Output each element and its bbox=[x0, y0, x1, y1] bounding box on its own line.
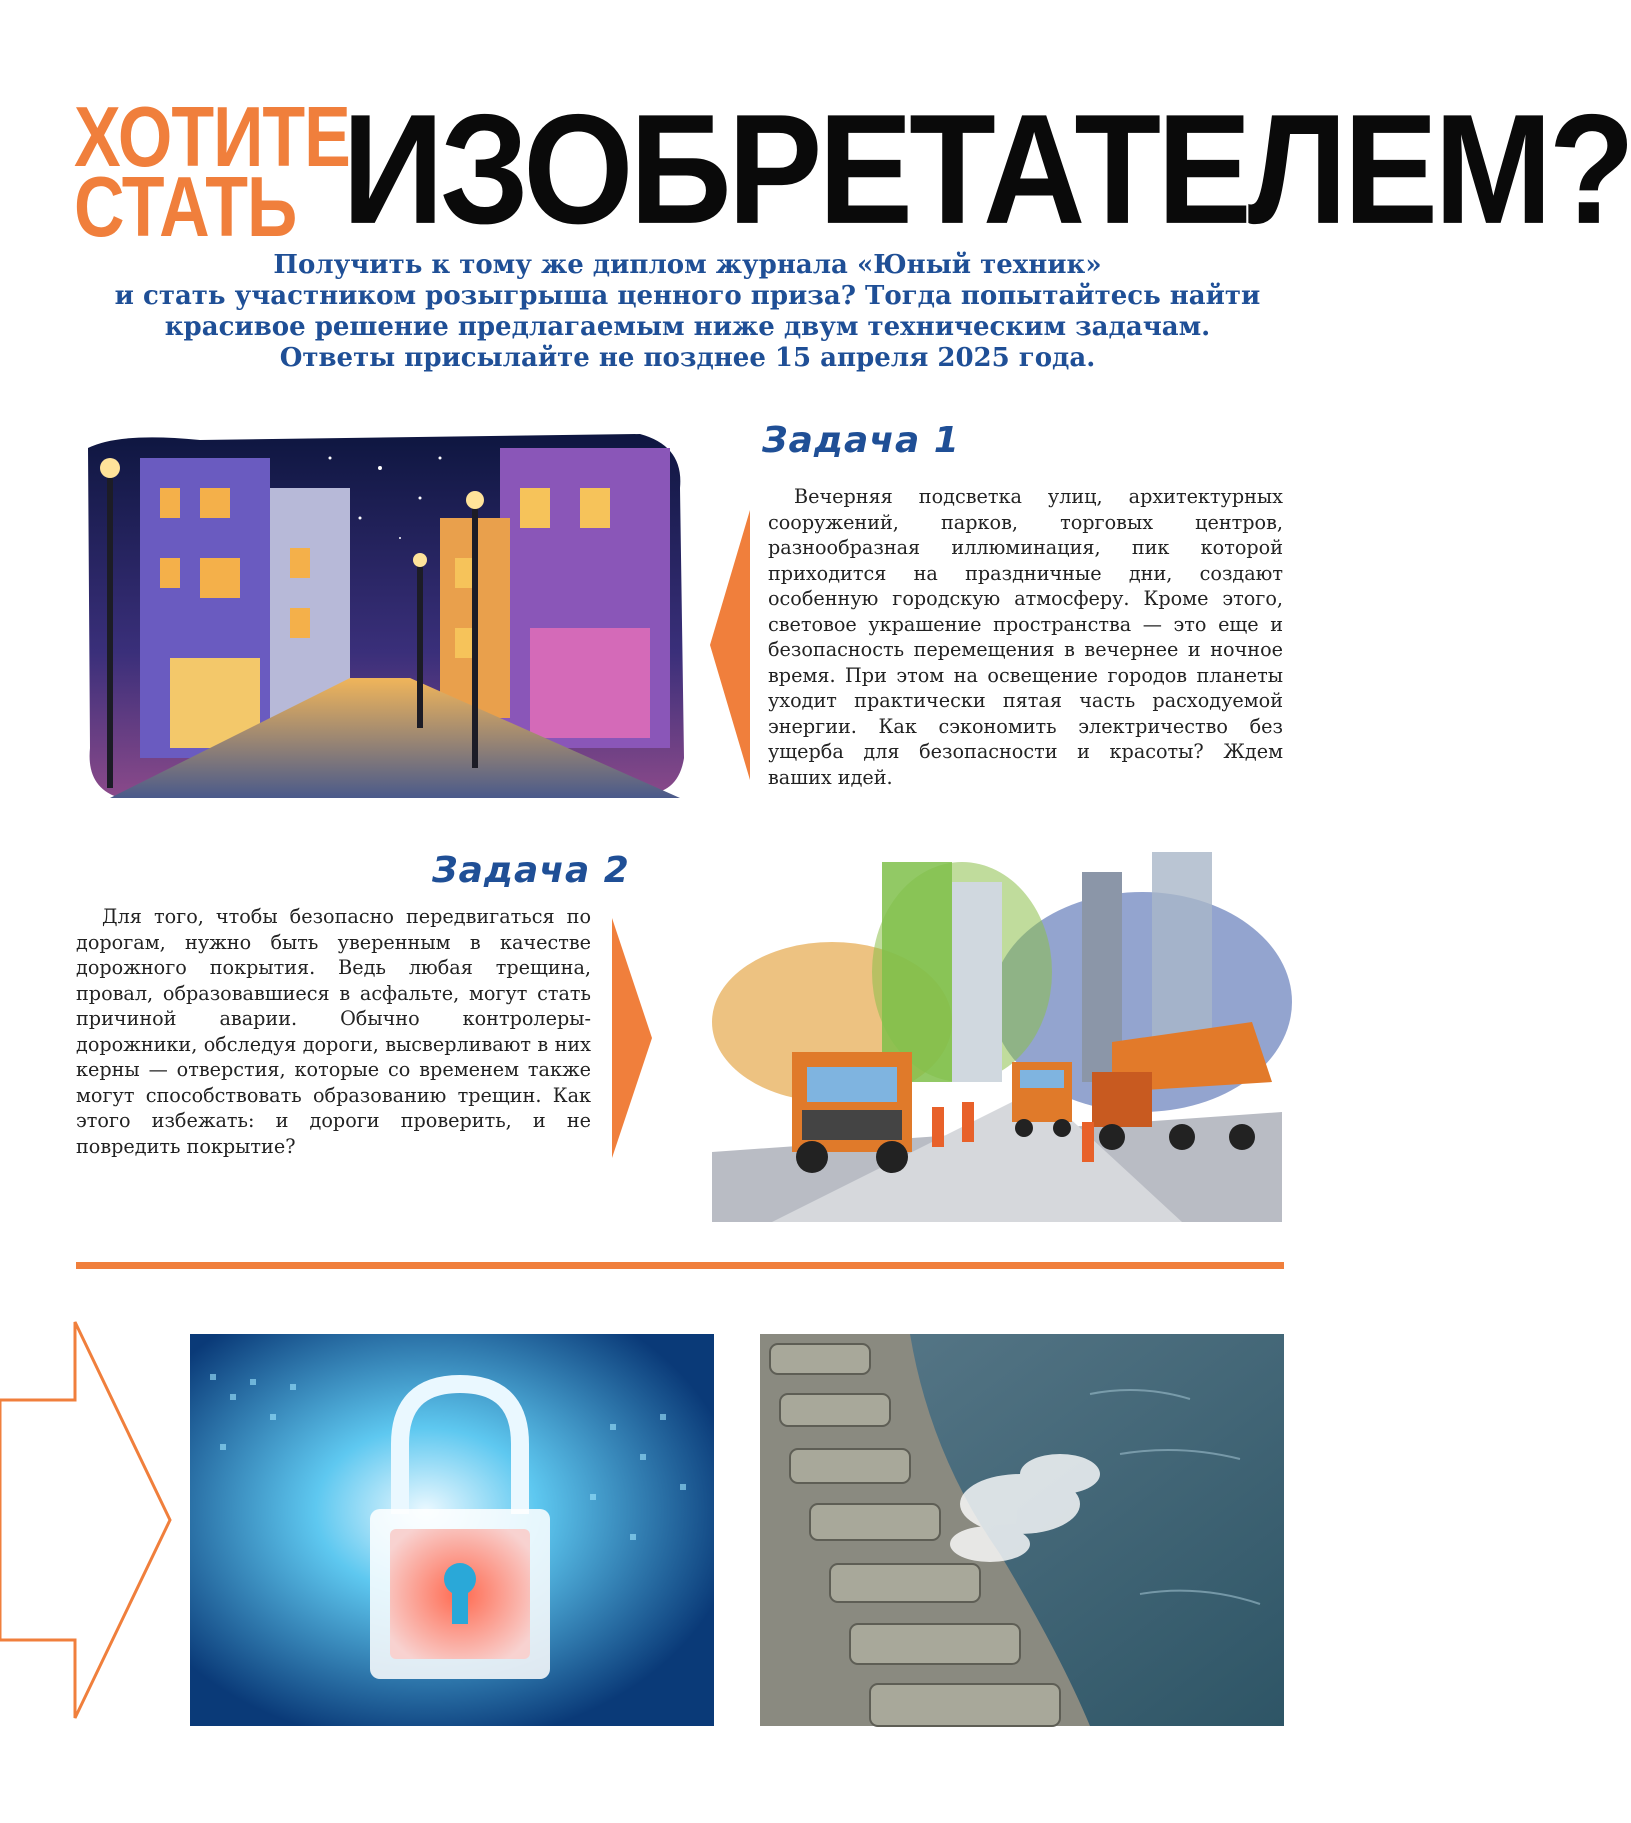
task-1-text: Вечерняя подсветка улиц, архитектурных сооружений, парков, торговых центров, разнообразная иллюминация, пик которой приходится на праздничные дни, создают особенную городскую атмосферу. Кроме этого, световое украшение пространства — это еще и безопасность перемещения в вечернее и ночное время. При этом на освещение городов планеты уходит практически пятая часть расходуемой энергии. Как сэкономить электричество без ущерба для безопасности и красоты? Ждем ваших идей. bbox=[768, 485, 1283, 789]
intro-text bbox=[90, 250, 1285, 374]
arrow-left-icon bbox=[710, 510, 750, 784]
task-2-title: Задача 2 bbox=[432, 850, 630, 891]
page-title: ИЗОБРЕТАТЕЛЕМ? bbox=[342, 82, 1631, 257]
header-line-1: ХОТИТЕ bbox=[74, 89, 350, 185]
section-divider bbox=[76, 1262, 1284, 1269]
arrow-right-icon bbox=[612, 918, 652, 1162]
road-works-image bbox=[712, 852, 1282, 1222]
task-1-title: Задача 1 bbox=[762, 420, 960, 461]
intro-line: красивое решение предлагаемым ниже двум техническим задачам. bbox=[164, 312, 1211, 342]
intro-line: Ответы присылайте не позднее 15 апреля 2025 года. bbox=[279, 343, 1096, 373]
padlock-image bbox=[190, 1334, 714, 1726]
header-line-2: СТАТЬ bbox=[74, 159, 297, 255]
night-street-image bbox=[80, 428, 690, 802]
task-2-text: Для того, чтобы безопасно передвигаться по дорогам, нужно быть уверенным в качестве дорожного покрытия. Ведь любая трещина, провал, образовавшиеся в асфальте, могут стать причиной аварии. Обычно контролеры-дорожники, обследуя дороги, высверливают в них керны — отверстия, которые со временем также могут способствовать образованию трещин. Как этого избежать: и дороги проверить, и не повредить покрытие? bbox=[76, 905, 591, 1158]
arrow-outline-right-icon bbox=[0, 1320, 175, 1724]
intro-line: и стать участником розыгрыша ценного приза? Тогда попытайтесь найти bbox=[114, 281, 1261, 311]
seawall-image bbox=[760, 1334, 1284, 1726]
intro-line: Получить к тому же диплом журнала «Юный техник» bbox=[273, 250, 1102, 280]
